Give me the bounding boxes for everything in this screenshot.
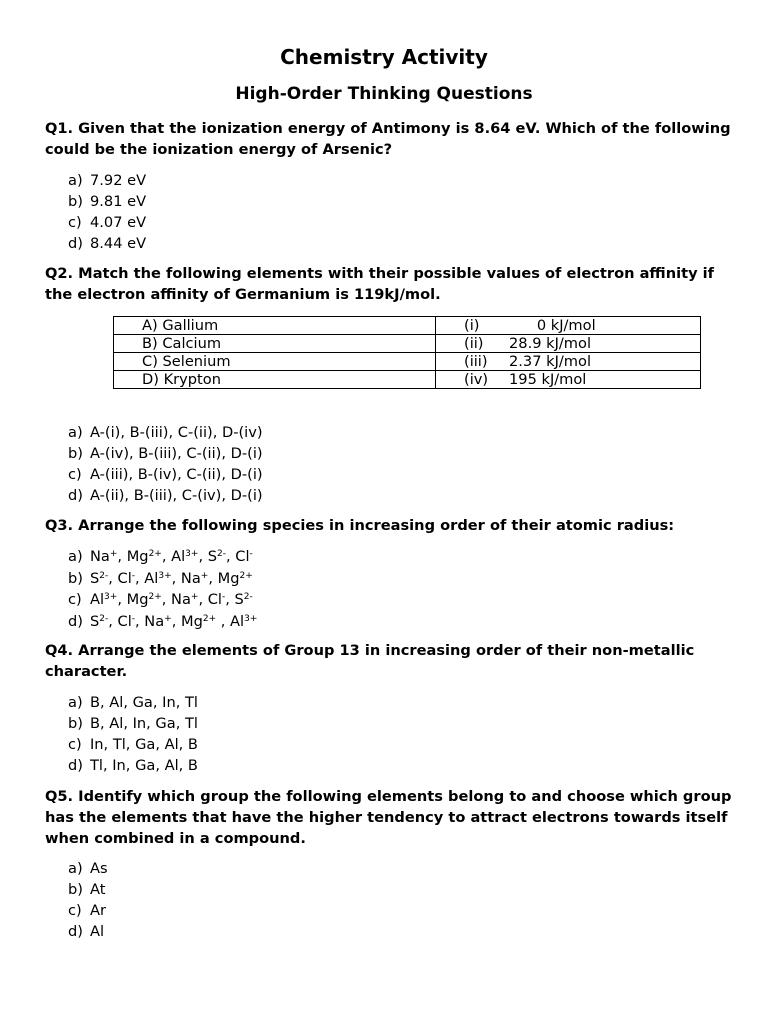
- option-letter: a): [68, 172, 83, 189]
- option-text: [90, 548, 253, 565]
- list-item: [68, 611, 257, 633]
- question-4: Q4. Arrange the elements of Group 13 in increasing order of their non-metallic character.: [45, 642, 695, 680]
- option-letter: b): [68, 715, 83, 732]
- option-text: Al: [90, 923, 105, 940]
- ion-charge: -: [131, 613, 136, 624]
- ion-charge: 3+: [158, 570, 172, 581]
- list-item: [68, 233, 146, 254]
- option-text: A-(iv), B-(iii), C-(ii), D-(i): [90, 445, 263, 462]
- matching-table: [113, 316, 701, 389]
- ion-symbol: , Al: [161, 548, 186, 565]
- option-text: 4.07 eV: [90, 214, 147, 231]
- question-1: Q1. Given that the ionization energy of Antimony is 8.64 eV. Which of the following could be the ionization energy of Arsenic?: [45, 120, 731, 158]
- ion-charge: 2+: [239, 570, 253, 581]
- option-text: B, Al, Ga, In, Tl: [90, 694, 198, 711]
- option-letter: b): [68, 445, 83, 462]
- element-cell: D) Krypton: [114, 371, 436, 389]
- list-item: [68, 546, 257, 568]
- option-text: A-(i), B-(iii), C-(ii), D-(iv): [90, 424, 263, 441]
- option-letter: a): [68, 424, 83, 441]
- ion-symbol: , Na: [171, 569, 201, 587]
- value-cell: [436, 353, 701, 371]
- option-text: 7.92 eV: [90, 172, 147, 189]
- ion-charge: +: [164, 613, 172, 624]
- roman-numeral: (ii): [464, 335, 484, 352]
- ion-symbol: , Mg: [208, 569, 240, 587]
- list-item: [68, 170, 146, 191]
- roman-numeral: (i): [464, 317, 480, 334]
- ion-charge: +: [190, 592, 199, 602]
- option-text: As: [90, 860, 108, 877]
- affinity-value: 2.37 kJ/mol: [509, 353, 592, 370]
- ion-charge: +: [109, 549, 118, 559]
- option-letter: d): [68, 757, 83, 774]
- option-letter: c): [68, 902, 82, 919]
- ion-symbol: , Al: [216, 612, 245, 630]
- ion-symbol: , Na: [161, 591, 191, 608]
- option-text: A-(iii), B-(iv), C-(ii), D-(i): [90, 466, 263, 483]
- table-row: [114, 317, 701, 335]
- roman-numeral: (iv): [464, 371, 489, 388]
- roman-numeral: (iii): [464, 353, 488, 370]
- affinity-value: 28.9 kJ/mol: [509, 335, 592, 352]
- option-letter: a): [68, 860, 83, 877]
- option-text: 8.44 eV: [90, 235, 147, 252]
- ion-charge: 3+: [185, 549, 199, 559]
- option-text: 9.81 eV: [90, 193, 147, 210]
- ion-symbol: , Cl: [108, 569, 132, 587]
- option-letter: a): [68, 694, 83, 711]
- ion-symbol: , S: [225, 591, 244, 608]
- ion-symbol: , Cl: [108, 612, 132, 630]
- ion-symbol: , Cl: [225, 548, 250, 565]
- ion-charge: 2+: [148, 549, 162, 559]
- list-item: [68, 921, 108, 942]
- question-1-options: [68, 170, 146, 254]
- option-text: Tl, In, Ga, Al, B: [90, 757, 198, 774]
- ion-charge: 2+: [202, 613, 217, 624]
- list-item: [68, 191, 146, 212]
- option-text: B, Al, In, Ga, Tl: [90, 715, 198, 732]
- list-item: [68, 422, 263, 443]
- question-5-options: [68, 858, 108, 942]
- option-letter: c): [68, 736, 82, 753]
- option-letter: d): [68, 612, 83, 630]
- ion-symbol: , Mg: [171, 612, 203, 630]
- ion-charge: 3+: [104, 592, 118, 602]
- option-letter: d): [68, 487, 83, 504]
- option-text: At: [90, 881, 106, 898]
- option-letter: c): [68, 466, 82, 483]
- option-letter: c): [68, 591, 82, 608]
- page-title: Chemistry Activity: [280, 45, 488, 69]
- option-letter: a): [68, 548, 83, 565]
- ion-symbol: S: [90, 569, 100, 587]
- question-4-options: [68, 692, 198, 776]
- option-text: [90, 591, 253, 608]
- option-text: A-(ii), B-(iii), C-(iv), D-(i): [90, 487, 263, 504]
- option-text: Ar: [90, 902, 106, 919]
- list-item: [68, 755, 198, 776]
- ion-symbol: , S: [198, 548, 217, 565]
- affinity-value: 195 kJ/mol: [509, 371, 587, 388]
- ion-charge: +: [200, 570, 209, 581]
- ion-charge: 3+: [244, 613, 258, 624]
- ion-symbol: , Mg: [117, 548, 149, 565]
- question-2: Q2. Match the following elements with their possible values of electron affinity if the electron affinity of Germanium is 119kJ/mol.: [45, 265, 715, 303]
- ion-symbol: S: [90, 612, 100, 630]
- option-letter: d): [68, 923, 83, 940]
- value-cell: [436, 317, 701, 335]
- option-letter: b): [68, 193, 83, 210]
- option-text: In, Tl, Ga, Al, B: [90, 736, 198, 753]
- ion-symbol: , Cl: [198, 591, 222, 608]
- ion-symbol: Al: [90, 591, 105, 608]
- list-item: [68, 713, 198, 734]
- ion-charge: 2-: [243, 592, 253, 602]
- value-cell: [436, 371, 701, 389]
- ion-symbol: , Al: [135, 569, 159, 587]
- question-2-options: [68, 422, 263, 506]
- list-item: [68, 589, 257, 611]
- affinity-value: 0 kJ/mol: [509, 317, 596, 334]
- element-cell: C) Selenium: [114, 353, 436, 371]
- option-text: [90, 570, 253, 587]
- list-item: [68, 858, 108, 879]
- option-letter: c): [68, 214, 82, 231]
- ion-charge: -: [221, 592, 226, 602]
- list-item: [68, 464, 263, 485]
- list-item: [68, 879, 108, 900]
- option-letter: b): [68, 569, 83, 587]
- option-letter: d): [68, 235, 83, 252]
- list-item: [68, 568, 257, 590]
- list-item: [68, 443, 263, 464]
- ion-symbol: Na: [90, 548, 110, 565]
- option-letter: b): [68, 881, 83, 898]
- question-3-options: [68, 546, 257, 632]
- list-item: [68, 485, 263, 506]
- ion-charge: -: [249, 549, 253, 559]
- table-row: [114, 353, 701, 371]
- ion-charge: 2+: [148, 592, 162, 602]
- table-row: [114, 335, 701, 353]
- list-item: [68, 734, 198, 755]
- ion-charge: 2-: [217, 549, 226, 559]
- element-cell: A) Gallium: [114, 317, 436, 335]
- value-cell: [436, 335, 701, 353]
- ion-charge: 2-: [99, 570, 109, 581]
- option-text: [90, 613, 257, 630]
- ion-symbol: , Na: [135, 612, 165, 630]
- question-3: Q3. Arrange the following species in increasing order of their atomic radius:: [45, 517, 675, 534]
- element-cell: B) Calcium: [114, 335, 436, 353]
- ion-charge: 2-: [99, 613, 109, 624]
- ion-symbol: , Mg: [117, 591, 149, 608]
- list-item: [68, 692, 198, 713]
- list-item: [68, 900, 108, 921]
- question-5: Q5. Identify which group the following elements belong to and choose which group has the elements that have the higher tendency to attract electrons towards itself when combined in a compound.: [45, 788, 732, 847]
- page-subtitle: High-Order Thinking Questions: [235, 84, 533, 104]
- ion-charge: -: [131, 570, 136, 581]
- list-item: [68, 212, 146, 233]
- table-row: [114, 371, 701, 389]
